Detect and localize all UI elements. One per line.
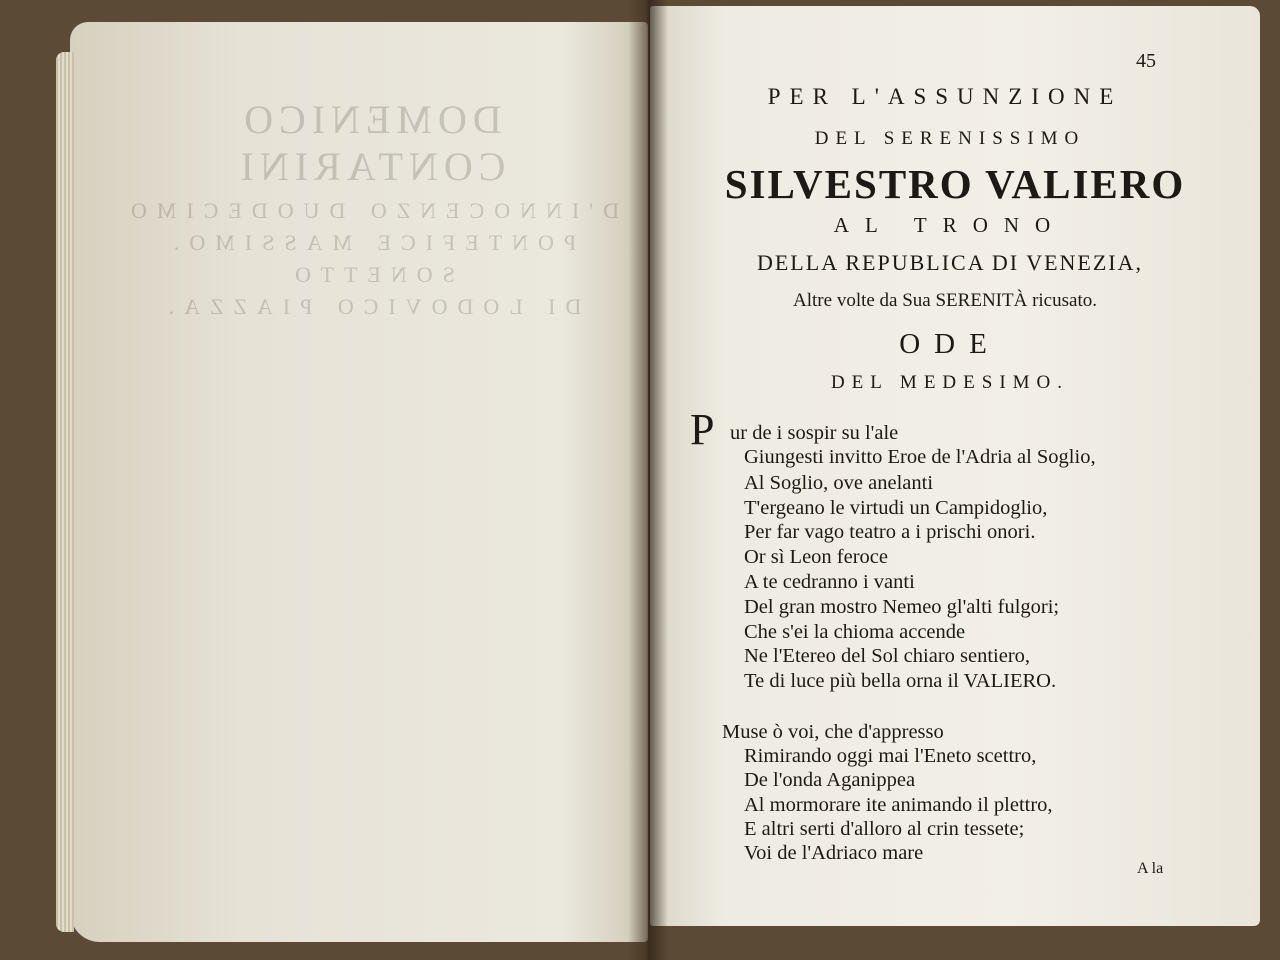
verse-line: De l'onda Aganippea <box>744 769 916 791</box>
verse-line: Ne l'Etereo del Sol chiaro sentiero, <box>744 645 1031 667</box>
verse-line: Voi de l'Adriaco mare <box>744 842 924 864</box>
right-page-content <box>650 6 1260 926</box>
verse-line: Per far vago teatro a i prischi onori. <box>744 521 1036 543</box>
verse-line: Che s'ei la chioma accende <box>744 621 966 643</box>
verse-line: Rimirando oggi mai l'Eneto scettro, <box>744 745 1037 767</box>
heading-line-4: AL TRONO <box>833 213 1067 237</box>
verse-line: Del gran mostro Nemeo gl'alti fulgori; <box>744 596 1060 618</box>
drop-cap: P <box>690 405 715 454</box>
page-number: 45 <box>1136 50 1156 72</box>
verse-line: A te cedranno i vanti <box>744 571 915 593</box>
heading-line-1: PER L'ASSUNZIONE <box>767 84 1123 109</box>
verse-line: Or sì Leon feroce <box>744 546 889 568</box>
heading-line-2: DEL SERENISSIMO <box>814 128 1086 149</box>
verse-line: Al mormorare ite animando il plettro, <box>744 794 1053 816</box>
heading-line-6: Altre volte da Sua SERENITÀ ricusato. <box>793 290 1097 311</box>
left-mirror-line: DI LODOVICO PIAZZA. <box>158 294 582 319</box>
verse-line: T'ergeano le virtudi un Campidoglio, <box>744 497 1048 519</box>
verse-line: E altri serti d'alloro al crin tessete; <box>744 818 1025 840</box>
catchword: A la <box>1137 860 1164 877</box>
ode-title: ODE <box>899 328 1001 360</box>
verse-line: Te di luce più bella orna il VALIERO. <box>744 670 1057 692</box>
left-mirror-line: D'INNOCENZO DUODECIMO <box>120 198 620 223</box>
verse-line: Muse ò voi, che d'appresso <box>722 721 944 743</box>
heading-line-5: DELLA REPUBLICA DI VENEZIA, <box>756 250 1144 275</box>
heading-name: SILVESTRO VALIERO <box>724 161 1186 207</box>
verse-line: Giungesti invitto Eroe de l'Adria al Soglio, <box>744 446 1096 468</box>
ode-subtitle: DEL MEDESIMO. <box>830 372 1070 393</box>
left-mirror-verses <box>150 340 590 367</box>
left-page-bleedthrough <box>110 88 630 888</box>
verse-line: ur de i sospir su l'ale <box>730 422 899 444</box>
left-mirror-line: PONTEFICE MASSIMO. <box>163 230 577 255</box>
left-mirror-line: SONETTO <box>285 262 455 287</box>
verse-line: Al Soglio, ove anelanti <box>744 472 934 494</box>
left-mirror-line: DOMENICO CONTARINI <box>234 97 506 189</box>
